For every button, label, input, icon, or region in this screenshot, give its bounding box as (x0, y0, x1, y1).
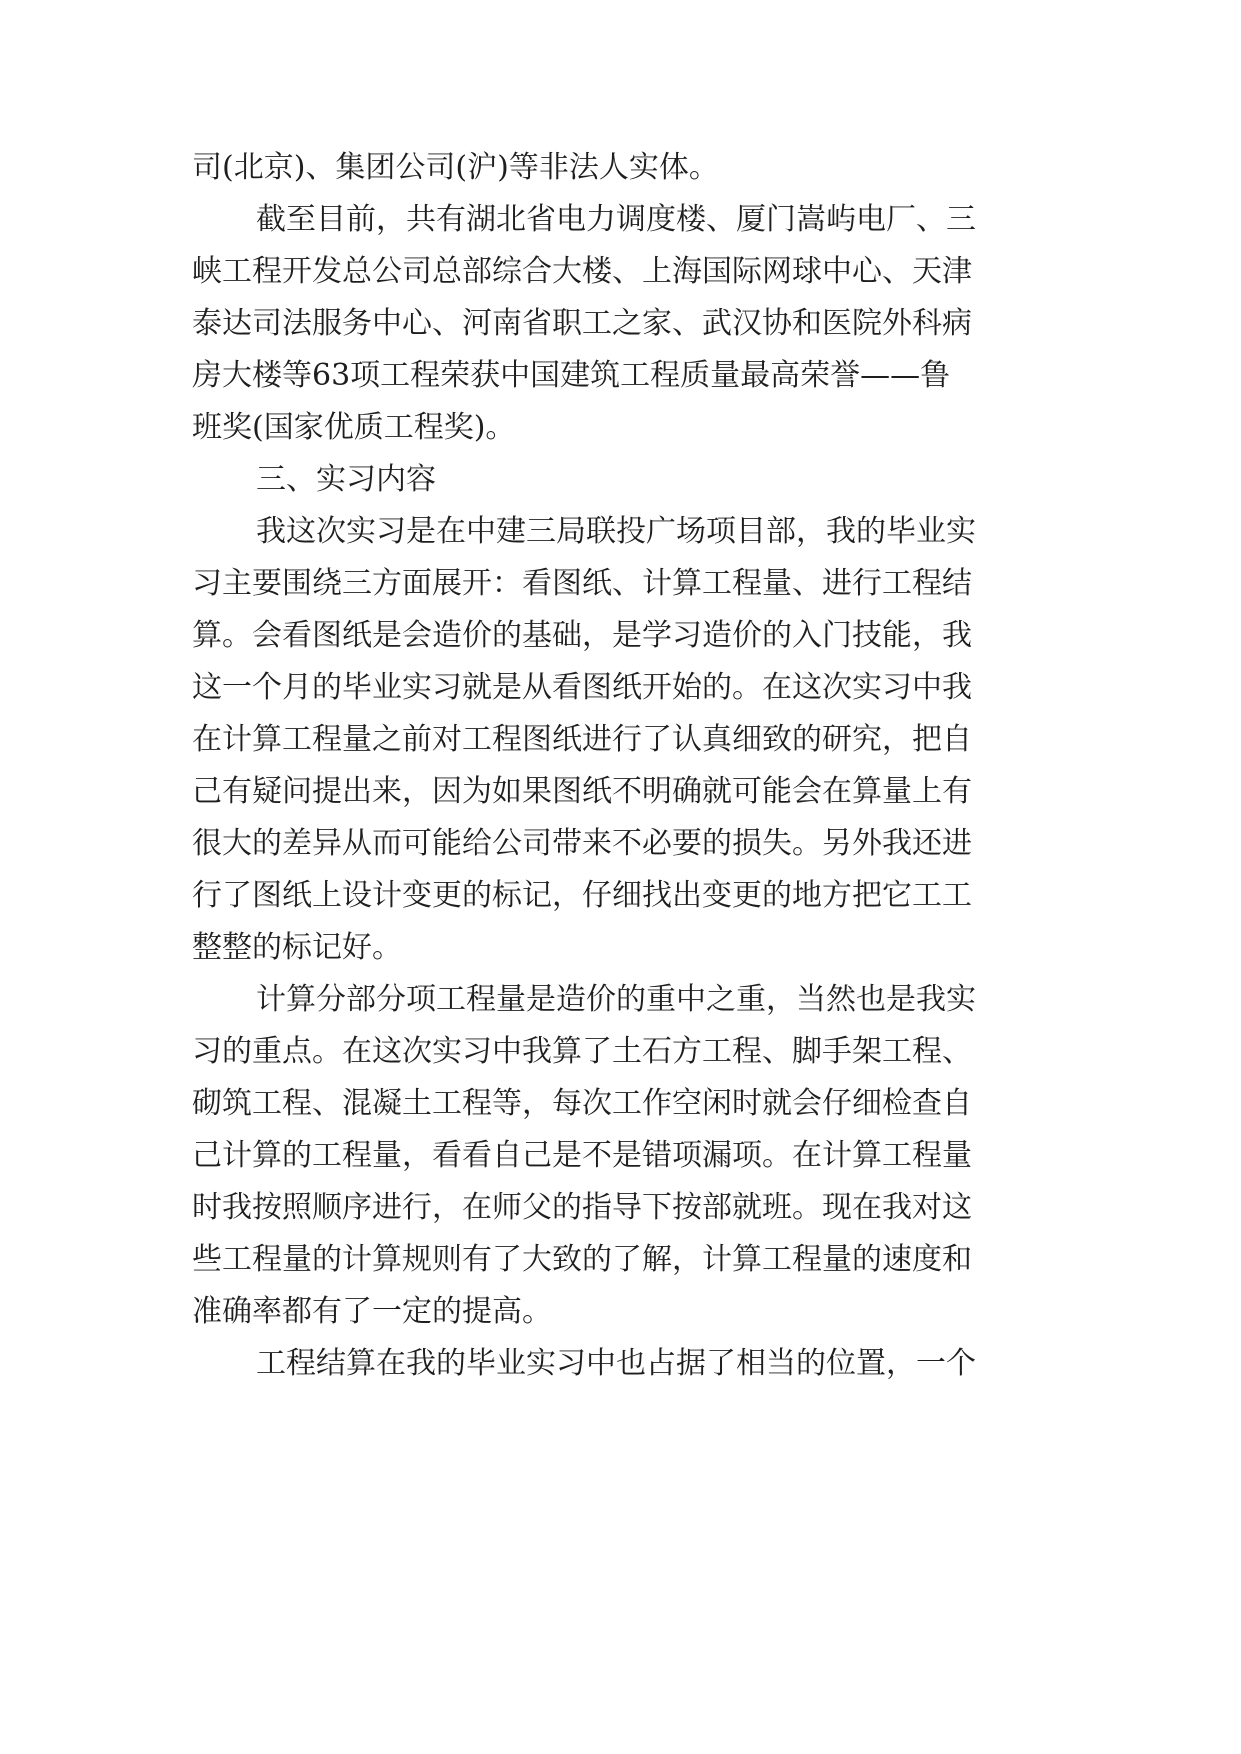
paragraph-first-line: 截至目前，共有湖北省电力调度楼、厦门嵩屿电厂、三 (256, 202, 976, 237)
text-line: 时我按照顺序进行，在师父的指导下按部就班。现在我对这 (192, 1190, 972, 1225)
text-line: 房大楼等63项工程荣获中国建筑工程质量最高荣誉——鲁 (192, 358, 951, 393)
paragraph-first-line: 计算分部分项工程量是造价的重中之重，当然也是我实 (256, 982, 976, 1017)
text-line: 很大的差异从而可能给公司带来不必要的损失。另外我还进 (192, 826, 972, 861)
text-line: 准确率都有了一定的提高。 (192, 1294, 552, 1329)
text-line: 在计算工程量之前对工程图纸进行了认真细致的研究，把自 (192, 722, 972, 757)
text-line: 习主要围绕三方面展开：看图纸、计算工程量、进行工程结 (192, 566, 972, 601)
paragraph-first-line: 工程结算在我的毕业实习中也占据了相当的位置，一个 (256, 1346, 976, 1381)
text-line: 行了图纸上设计变更的标记，仔细找出变更的地方把它工工 (192, 878, 972, 913)
paragraph-first-line: 我这次实习是在中建三局联投广场项目部，我的毕业实 (256, 514, 976, 549)
text-line: 己有疑问提出来，因为如果图纸不明确就可能会在算量上有 (192, 774, 972, 809)
text-line: 习的重点。在这次实习中我算了土石方工程、脚手架工程、 (192, 1034, 972, 1069)
text-line: 司(北京)、集团公司(沪)等非法人实体。 (192, 150, 719, 185)
text-line: 己计算的工程量，看看自己是不是错项漏项。在计算工程量 (192, 1138, 972, 1173)
text-line: 算。会看图纸是会造价的基础，是学习造价的入门技能，我 (192, 618, 972, 653)
text-line: 些工程量的计算规则有了大致的了解，计算工程量的速度和 (192, 1242, 972, 1277)
text-line: 整整的标记好。 (192, 930, 402, 965)
text-line: 班奖(国家优质工程奖)。 (192, 410, 516, 445)
section-heading: 三、实习内容 (256, 462, 436, 497)
text-line: 砌筑工程、混凝土工程等，每次工作空闲时就会仔细检查自 (192, 1086, 972, 1121)
text-line: 这一个月的毕业实习就是从看图纸开始的。在这次实习中我 (192, 670, 972, 705)
text-line: 泰达司法服务中心、河南省职工之家、武汉协和医院外科病 (192, 306, 972, 341)
text-line: 峡工程开发总公司总部综合大楼、上海国际网球中心、天津 (192, 254, 972, 289)
